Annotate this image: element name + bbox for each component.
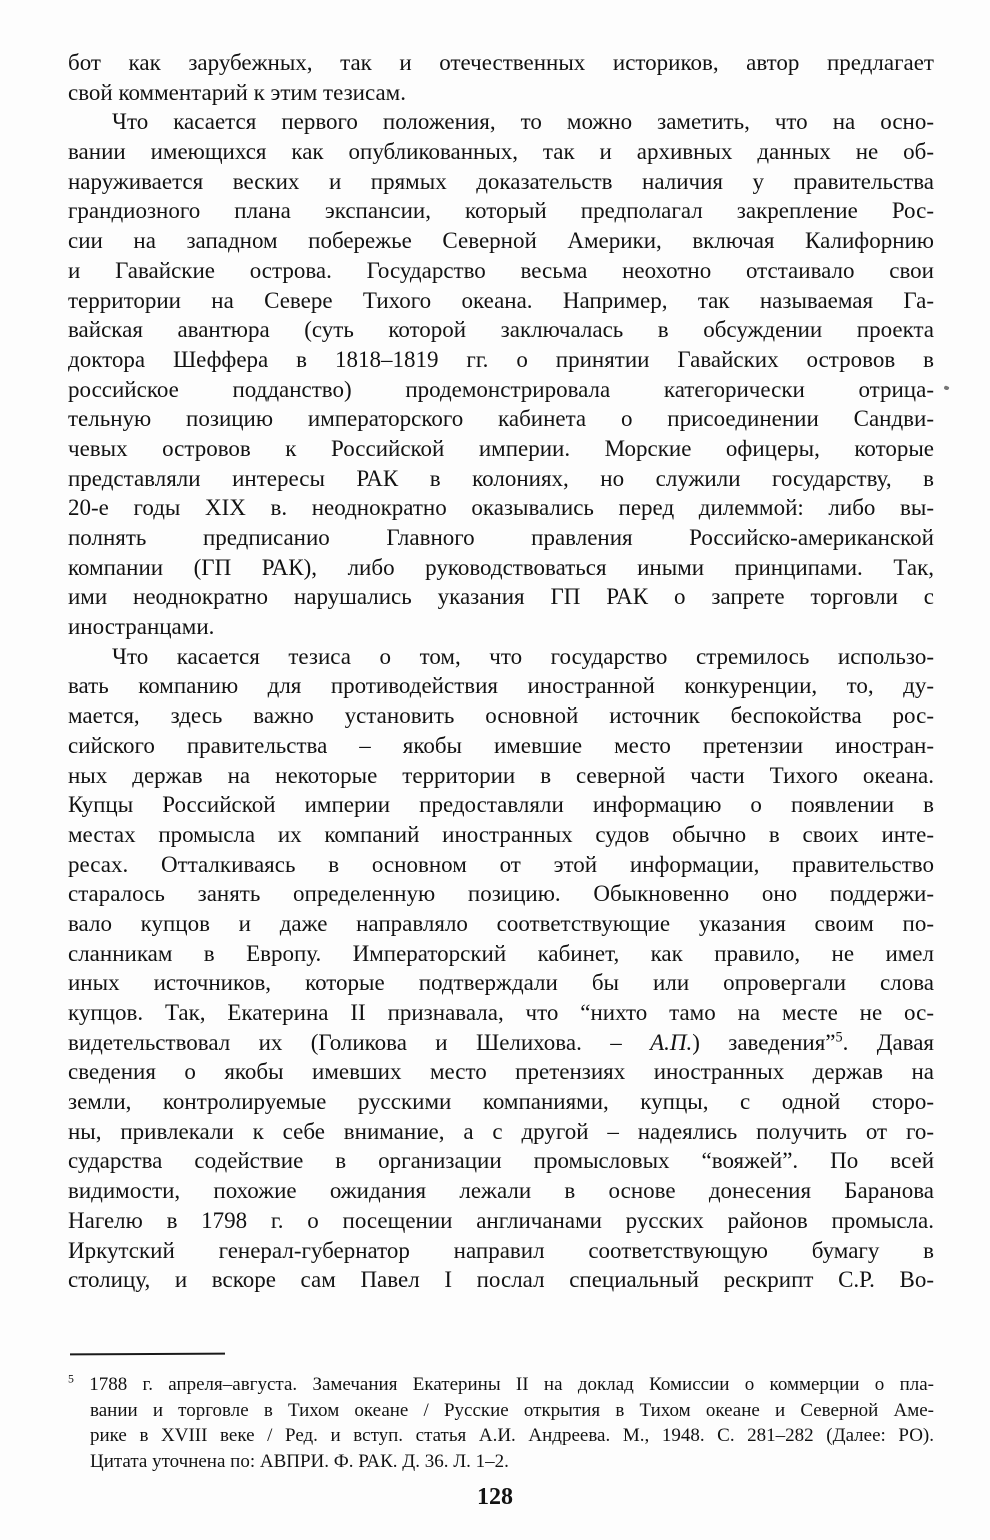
text-line: наруживается веских и прямых доказательств наличия у правительства (68, 168, 934, 194)
text-line: вании имеющихся как опубликованных, так и архивных данных не об- (68, 139, 934, 165)
text-line: 20-е годы XIX в. неоднократно оказывались перед дилеммой: либо вы- (68, 495, 934, 521)
footnote-line: $^5$ 1788 г. апреля–августа. Замечания Екатерины II на доклад Комиссии о коммерции о пла- (68, 1372, 934, 1395)
text-line: ны, привлекали к себе внимание, а с другой – надеялись получить от го- (68, 1118, 934, 1144)
text-line: ресах. Отталкиваясь в основном от этой информации, правительство (68, 851, 934, 877)
text-line: Купцы Российской империи предоставляли информацию о появлении в (68, 792, 934, 818)
text-line: вайская авантюра (суть которой заключалась в обсуждении проекта (68, 317, 934, 343)
text-line: земли, контролируемые русскими компаниями, купцы, с одной сторо- (68, 1089, 934, 1115)
footnote-line: вании и торговле в Тихом океане / Русские открытия в Тихом океане и Северной Аме- (90, 1399, 934, 1421)
text-line: представляли интересы РАК в колониях, но служили государству, в (68, 465, 934, 491)
text-line: свой комментарий к этим тезисам. (68, 79, 406, 105)
text-line: полнять предписанио Главного правления Российско-американской (68, 525, 934, 550)
text-line: чевых островов к Российской империи. Морские офицеры, которые (68, 435, 934, 461)
text-line: бот как зарубежных, так и отечественных историков, автор предлагает (68, 50, 934, 75)
text-line: видетельствовал их (Голикова и Шелихова. – А.П.) заведения”$^5$. Давая (68, 1029, 934, 1055)
text-line: купцов. Так, Екатерина II признавала, что “нихто тамо на месте не ос- (68, 1000, 934, 1025)
text-line: и Гавайские острова. Государство весьма неохотно отстаивало свои (68, 257, 934, 283)
text-line: мается, здесь важно установить основной источник беспокойства рос- (68, 703, 934, 729)
text-line: сии на западном побережье Северной Америки, включая Калифорнию (68, 228, 934, 254)
footnote-line: рике в XVIII веке / Ред. и вступ. статья А.И. Андреева. М., 1948. С. 281–282 (Далее: РО). (90, 1425, 934, 1446)
text-line: вало купцов и даже направляло соответствующие указания своим по- (68, 910, 934, 936)
text-line: иностранцами. (68, 614, 215, 640)
text-line: сланникам в Европу. Императорский кабинет, как правило, не имел (68, 940, 934, 966)
text-line: тельную позицию императорского кабинета о присоединении Сандви- (68, 406, 934, 432)
text-line: грандиозного плана экспансии, который предполагал закрепление Рос- (68, 198, 934, 224)
text-line: иных источников, которые подтверждали бы или опровергали слова (68, 970, 934, 996)
body-text (68, 48, 934, 1295)
text-line: сведения о якобы имевших место претензиях иностранных держав на (68, 1059, 934, 1085)
text-line: ими неоднократно нарушались указания ГП РАК о запрете торговли с (68, 584, 934, 610)
text-line: компании (ГП РАК), либо руководствоваться иными принципами. Так, (68, 554, 934, 580)
footnote (68, 1372, 934, 1474)
text-line: старалось занять определенную позицию. Обыкновенно оно поддержи- (68, 881, 934, 907)
text-line: местах промысла их компаний иностранных судов обычно в своих инте- (68, 821, 934, 847)
text-line: сийского правительства – якобы имевшие место претензии иностран- (68, 732, 934, 758)
text-line: Что касается тезиса о том, что государство стремилось использо- (112, 643, 934, 669)
footnote-line: Цитата уточнена по: АВПРИ. Ф. РАК. Д. 36. Л. 1–2. (90, 1450, 509, 1472)
text-line: видимости, похожие ожидания лежали в основе донесения Баранова (68, 1178, 934, 1204)
text-line: столицу, и вскоре сам Павел I послал специальный рескрипт С.Р. Во- (68, 1267, 934, 1293)
footnote-separator-rule (70, 1353, 225, 1356)
text-line: доктора Шеффера в 1818–1819 гг. о принятии Гавайских островов в (68, 346, 934, 372)
text-line: ных держав на некоторые территории в северной части Тихого океана. (68, 762, 934, 788)
text-line: территории на Севере Тихого океана. Например, так называемая Га- (68, 287, 934, 313)
text-line: сударства содействие в организации промысловых “вояжей”. По всей (68, 1148, 934, 1174)
scan-artifact-speck (943, 385, 949, 391)
text-line: Что касается первого положения, то можно заметить, что на осно- (112, 109, 934, 135)
text-line: Иркутский генерал-губернатор направил соответствующую бумагу в (68, 1237, 934, 1263)
text-line: Нагелю в 1798 г. о посещении англичанами русских районов промысла. (68, 1207, 934, 1233)
text-line: российское подданство) продемонстрировала категорически отрица- (68, 376, 934, 402)
text-line: вать компанию для противодействия иностранной конкуренции, то, ду- (68, 673, 934, 699)
page-number: 128 (477, 1484, 513, 1510)
